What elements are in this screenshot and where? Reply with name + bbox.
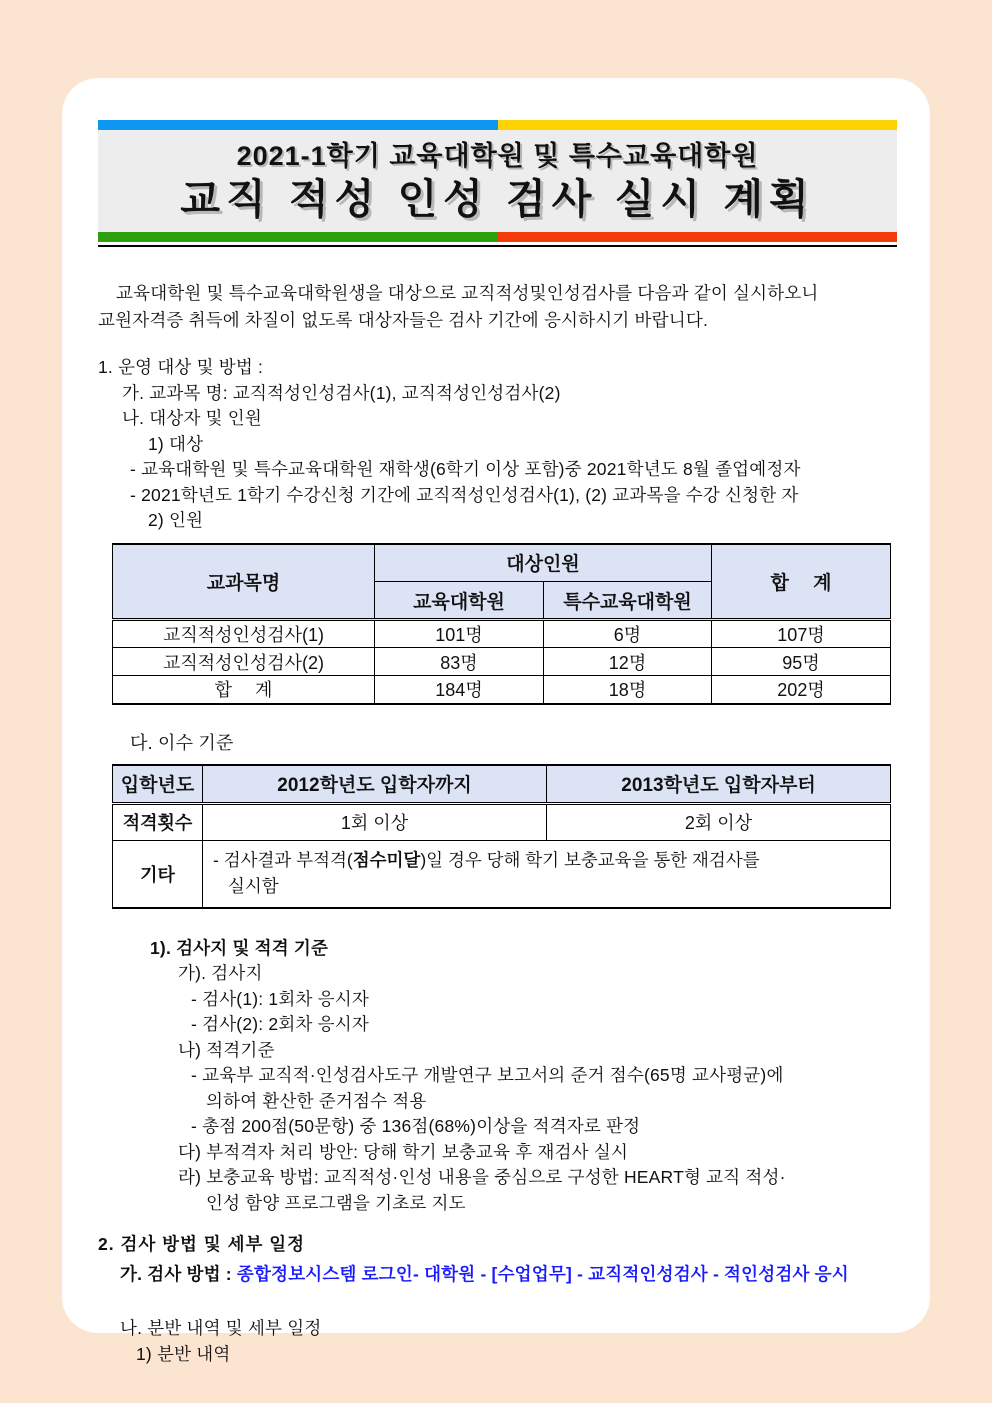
banner-top-bar <box>98 120 897 130</box>
banner-bottom-bar <box>98 232 897 242</box>
etc-note-line2: 실시함 <box>228 875 279 896</box>
criteria-detail-heading: 1). 검사지 및 적격 기준 <box>150 937 329 958</box>
banner-divider-line <box>98 245 897 247</box>
etc-note-line1: - 검사결과 부적격(점수미달)일 경우 당해 학기 보충교육을 통한 재검사를 <box>213 849 760 870</box>
banner-body <box>98 130 897 232</box>
top-bar-blue-segment <box>98 120 498 130</box>
row-label-pass-count: 적격횟수 <box>113 803 203 840</box>
cell-total: 202명 <box>712 676 891 704</box>
etc-note-bold-term: 점수미달 <box>352 849 421 870</box>
criteria-row-etc <box>113 840 891 908</box>
criteria-col-from-2013: 2013학년도 입학자부터 <box>547 765 891 803</box>
method-path-text: 종합정보시스템 로그인- 대학원 - [수업업무] - 교직적인성검사 - 적인성검사 응시 <box>236 1263 849 1284</box>
section1-target-heading: 1) 대상 <box>148 433 204 454</box>
criteria-pass-standard-heading: 나) 적격기준 <box>178 1039 275 1060</box>
section2-heading: 2. 검사 방법 및 세부 일정 <box>98 1234 306 1254</box>
criteria-standard-dash2: - 총점 200점(50문항) 중 136점(68%)이상을 적격자로 판정 <box>191 1116 641 1136</box>
section1-count-heading: 2) 인원 <box>148 510 204 530</box>
criteria-remedial-item-line1: 라) 보충교육 방법: 교직적성·인성 내용을 중심으로 구성한 HEART형 교직 적성· <box>178 1167 786 1187</box>
section2-schedule-heading: 나. 분반 내역 및 세부 일정 <box>120 1318 322 1338</box>
header-banner <box>98 120 897 247</box>
section1-target-dash1: - 교육대학원 및 특수교육대학원 재학생(6학기 이상 포함)중 2021학년도 8월 졸업예정자 <box>130 459 801 479</box>
criteria-standard-dash1-line1: - 교육부 교직적·인성검사도구 개발연구 보고서의 준거 점수(65명 교사평균)에 <box>191 1065 784 1085</box>
cell-subject: 교직적성인성검사(2) <box>113 648 375 676</box>
section2-class-detail-heading: 1) 분반 내역 <box>136 1343 231 1364</box>
cell-total: 95명 <box>712 648 891 676</box>
section1-heading: 1. 운영 대상 및 방법 : <box>98 357 264 377</box>
bottom-bar-red-segment <box>498 232 898 242</box>
enrollment-col-subject: 교과목명 <box>113 544 375 620</box>
bottom-bar-green-segment <box>98 232 498 242</box>
enrollment-table <box>112 543 891 705</box>
criteria-table <box>112 764 891 909</box>
enrollment-row-total <box>113 676 891 704</box>
section1-item-subject-names: 가. 교과목 명: 교직적성인성검사(1), 교직적성인성검사(2) <box>122 382 561 403</box>
cell-special: 12명 <box>544 648 712 676</box>
section2-method-line <box>98 1262 898 1288</box>
enrollment-col-target-group: 대상인원 <box>375 544 712 582</box>
cell-grad: 101명 <box>375 620 544 648</box>
criteria-test1-item: - 검사(1): 1회차 응시자 <box>191 988 369 1009</box>
criteria-row-pass-count <box>113 803 891 840</box>
cell-grad: 83명 <box>375 648 544 676</box>
section1-item-targets: 나. 대상자 및 인원 <box>122 408 262 428</box>
enrollment-col-grad: 교육대학원 <box>375 582 544 620</box>
top-bar-yellow-segment <box>498 120 898 130</box>
cell-subject: 교직적성인성검사(1) <box>113 620 375 648</box>
document-content <box>62 78 930 1367</box>
method-label: 가. 검사 방법 : <box>120 1263 237 1284</box>
document-card <box>62 78 930 1364</box>
cell-etc-note <box>203 840 891 908</box>
criteria-col-admission-year: 입학년도 <box>113 765 203 803</box>
cell-pass-count-2012: 1회 이상 <box>203 803 547 840</box>
intro-paragraph: 교육대학원 및 특수교육대학원생을 대상으로 교직적성및인성검사를 다음과 같이 실시하오니 교원자격증 취득에 차질이 없도록 대상자들은 검사 기간에 응시하시기 바랍니다. <box>98 283 819 330</box>
banner-subtitle: 2021-1학기 교육대학원 및 특수교육대학원 <box>236 141 759 171</box>
criteria-fail-handling-item: 다) 부적격자 처리 방안: 당해 학기 보충교육 후 재검사 실시 <box>178 1141 629 1162</box>
page-title: 교직 적성 인성 검사 실시 계획 <box>180 176 815 222</box>
criteria-col-until-2012: 2012학년도 입학자까지 <box>203 765 547 803</box>
cell-total: 107명 <box>712 620 891 648</box>
criteria-test2-item: - 검사(2): 2회차 응시자 <box>191 1014 369 1034</box>
criteria-standard-dash1-line2: 의하여 환산한 준거점수 적용 <box>206 1090 427 1111</box>
enrollment-row-test1 <box>113 620 891 648</box>
cell-pass-count-2013: 2회 이상 <box>547 803 891 840</box>
criteria-remedial-item-line2: 인성 함양 프로그램을 기초로 지도 <box>206 1192 466 1213</box>
criteria-detail-block <box>98 936 898 1217</box>
cell-subject: 합 계 <box>113 676 375 704</box>
criteria-test-sheet-heading: 가). 검사지 <box>178 963 263 983</box>
criteria-table-heading: 다. 이수 기준 <box>130 732 234 753</box>
enrollment-col-special: 특수교육대학원 <box>544 582 712 620</box>
section1-target-dash2: - 2021학년도 1학기 수강신청 기간에 교직적성인성검사(1), (2) 교과목을 수강 신청한 자 <box>130 484 799 505</box>
enrollment-row-test2 <box>113 648 891 676</box>
row-label-etc: 기타 <box>113 840 203 908</box>
cell-grad: 184명 <box>375 676 544 704</box>
cell-special: 18명 <box>544 676 712 704</box>
cell-special: 6명 <box>544 620 712 648</box>
enrollment-col-total: 합 계 <box>712 544 891 620</box>
